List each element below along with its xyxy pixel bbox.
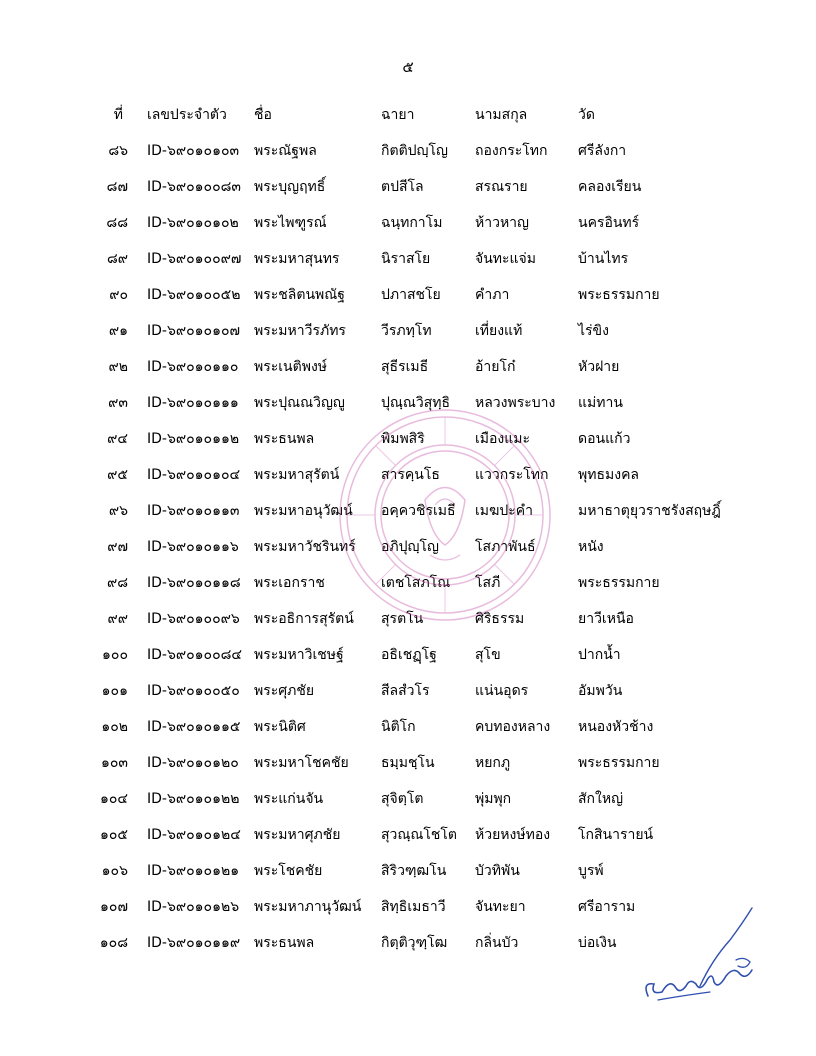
cell-dharma-name: กิตฺติวุฑฺโฒ <box>381 935 448 951</box>
header-no: ที่ <box>113 107 123 123</box>
page-number: ๕ <box>402 58 414 76</box>
cell-id: ID-๖๙๐๑๐๑๑๕ <box>147 719 241 735</box>
cell-dharma-name: ปุณฺณวิสุทฺธิ <box>381 395 451 411</box>
cell-no: ๙๙ <box>107 611 128 627</box>
cell-name: พระปุณณวิญญู <box>254 395 345 411</box>
cell-surname: เมืองแมะ <box>475 431 531 447</box>
cell-id: ID-๖๙๐๑๐๑๒๑ <box>147 863 240 879</box>
cell-name: พระมหาวีรภัทร <box>254 323 346 339</box>
cell-id: ID-๖๙๐๑๐๑๐๗ <box>147 323 241 339</box>
table-row <box>0 644 816 666</box>
cell-temple: ปากน้ำ <box>578 647 621 663</box>
cell-name: พระมหาสุรัตน์ <box>254 467 340 483</box>
cell-name: พระธนพล <box>254 935 315 951</box>
cell-dharma-name: อธิเชฏฺโฐ <box>381 647 437 663</box>
cell-surname: จันทะยา <box>475 899 526 915</box>
cell-surname: สุโข <box>475 647 501 663</box>
cell-temple: ศรีอาราม <box>578 899 636 915</box>
cell-temple: หัวฝาย <box>578 359 620 375</box>
cell-temple: สักใหญ่ <box>578 791 624 807</box>
cell-dharma-name: ตปสีโล <box>381 179 424 195</box>
cell-name: พระบุญฤทธิ์ <box>254 179 326 195</box>
table-row <box>0 608 816 630</box>
cell-temple: บูรพ์ <box>578 863 604 879</box>
cell-name: พระมหาโชคชัย <box>254 755 349 771</box>
cell-name: พระแก่นจัน <box>254 791 324 807</box>
cell-id: ID-๖๙๐๑๐๑๑๓ <box>147 503 240 519</box>
cell-no: ๙๘ <box>106 575 128 591</box>
cell-surname: หยกภู <box>475 755 511 771</box>
cell-no: ๙๖ <box>108 503 128 519</box>
table-row <box>0 212 816 234</box>
cell-temple: ไร่ขิง <box>578 323 609 339</box>
cell-surname: หลวงพระบาง <box>475 395 556 411</box>
cell-temple: ยาวีเหนือ <box>578 611 634 627</box>
cell-dharma-name: สุรตโน <box>381 611 424 627</box>
cell-id: ID-๖๙๐๑๐๑๑๐ <box>147 359 239 375</box>
table-row <box>0 428 816 450</box>
cell-surname: ถองกระโทก <box>475 143 548 159</box>
cell-surname: คบทองหลาง <box>475 719 551 735</box>
cell-name: พระมหาสุนทร <box>254 251 340 267</box>
cell-dharma-name: นิราสโย <box>381 251 431 267</box>
cell-id: ID-๖๙๐๑๐๑๒๐ <box>147 755 239 771</box>
cell-temple: โกสินารายน์ <box>578 827 654 843</box>
cell-no: ๙๔ <box>107 431 128 447</box>
cell-dharma-name: เตชโสภโณ <box>381 575 451 591</box>
cell-surname: สรณราย <box>475 179 528 195</box>
table-row <box>0 284 816 306</box>
header-surname: นามสกุล <box>475 107 528 123</box>
cell-no: ๑๐๐ <box>102 647 128 663</box>
cell-id: ID-๖๙๐๑๐๑๐๔ <box>147 467 241 483</box>
cell-temple: บ้านไทร <box>578 251 629 267</box>
cell-id: ID-๖๙๐๑๐๑๒๖ <box>147 899 240 915</box>
cell-no: ๑๐๘ <box>99 935 128 951</box>
table-row <box>0 536 816 558</box>
table-row <box>0 176 816 198</box>
cell-surname: อ้ายโก๋ <box>475 359 516 375</box>
header-temple: วัด <box>578 107 595 123</box>
cell-id: ID-๖๙๐๑๐๐๕๐ <box>147 683 240 699</box>
cell-no: ๙๗ <box>107 539 128 555</box>
cell-id: ID-๖๙๐๑๐๑๒๒ <box>147 791 240 807</box>
table-row <box>0 860 816 882</box>
cell-surname: เที่ยงแท้ <box>475 323 523 339</box>
cell-dharma-name: สุจิตฺโต <box>381 791 424 807</box>
cell-name: พระมหาภานุวัฒน์ <box>254 899 362 915</box>
cell-temple: คลองเรียน <box>578 179 642 195</box>
cell-dharma-name: สุวณฺณโชโต <box>381 827 458 843</box>
cell-surname: จันทะแจ่ม <box>475 251 536 267</box>
cell-surname: คำภา <box>475 287 510 303</box>
cell-temple: อัมพวัน <box>578 683 623 699</box>
table-row <box>0 572 816 594</box>
cell-name: พระอธิการสุรัตน์ <box>254 611 354 627</box>
cell-temple: พุทธมงคล <box>578 467 640 483</box>
cell-id: ID-๖๙๐๑๐๑๑๑ <box>147 395 239 411</box>
table-row <box>0 788 816 810</box>
cell-no: ๘๖ <box>108 143 128 159</box>
table-row <box>0 248 816 270</box>
cell-no: ๙๐ <box>109 287 128 303</box>
cell-name: พระโชคชัย <box>254 863 323 879</box>
cell-dharma-name: ธมฺมชฺโน <box>381 755 435 771</box>
cell-dharma-name: อภิปุญฺโญ <box>381 539 439 555</box>
cell-temple: บ่อเงิน <box>578 935 617 951</box>
cell-id: ID-๖๙๐๑๐๐๘๓ <box>147 179 241 195</box>
cell-temple: ศรีลังกา <box>578 143 627 159</box>
cell-dharma-name: สุธีรเมธี <box>381 359 429 375</box>
cell-name: พระเนติพงษ์ <box>254 359 328 375</box>
cell-name: พระณัฐพล <box>254 143 317 159</box>
cell-name: พระศุภชัย <box>254 683 315 699</box>
cell-surname: ห้าวหาญ <box>475 215 529 231</box>
cell-dharma-name: อคฺควชิรเมธี <box>381 503 456 519</box>
cell-temple: นครอินทร์ <box>578 215 640 231</box>
cell-no: ๙๑ <box>108 323 128 339</box>
cell-id: ID-๖๙๐๑๐๐๘๔ <box>147 647 243 663</box>
cell-no: ๘๗ <box>106 179 128 195</box>
cell-name: พระไพฑูรณ์ <box>254 215 327 231</box>
cell-surname: โสภี <box>475 575 501 591</box>
header-dharma-name: ฉายา <box>381 107 415 123</box>
cell-dharma-name: วีรภทฺโท <box>381 323 432 339</box>
cell-name: พระธนพล <box>254 431 315 447</box>
cell-temple: แม่ทาน <box>578 395 623 411</box>
cell-id: ID-๖๙๐๑๐๑๐๓ <box>147 143 240 159</box>
cell-dharma-name: พิมพสิริ <box>381 431 425 447</box>
cell-temple: หนัง <box>578 539 604 555</box>
cell-surname: เมฆปะคำ <box>475 503 534 519</box>
table-row <box>0 356 816 378</box>
cell-no: ๘๙ <box>106 251 128 267</box>
cell-surname: กลิ่นบัว <box>475 935 519 951</box>
cell-id: ID-๖๙๐๑๐๑๑๘ <box>147 575 241 591</box>
cell-id: ID-๖๙๐๑๐๐๙๗ <box>147 251 242 267</box>
cell-id: ID-๖๙๐๑๐๑๑๒ <box>147 431 240 447</box>
cell-temple: มหาธาตุยุวราชรังสฤษฎิ์ <box>578 503 721 519</box>
cell-surname: ศิริธรรม <box>475 611 525 627</box>
cell-surname: แน่นอุดร <box>475 683 529 699</box>
cell-name: พระมหาวิเชษฐ์ <box>254 647 344 663</box>
table-row <box>0 824 816 846</box>
cell-no: ๘๘ <box>106 215 128 231</box>
cell-no: ๑๐๓ <box>100 755 128 771</box>
cell-dharma-name: ฉนฺทกาโม <box>381 215 443 231</box>
cell-id: ID-๖๙๐๑๐๐๙๖ <box>147 611 240 627</box>
cell-dharma-name: สิทฺธิเมธาวี <box>381 899 446 915</box>
cell-name: พระมหาวัชรินทร์ <box>254 539 356 555</box>
cell-dharma-name: กิตติปญฺโญ <box>381 143 448 159</box>
table-row <box>0 500 816 522</box>
cell-no: ๑๐๕ <box>99 827 128 843</box>
table-header <box>0 104 816 126</box>
cell-no: ๑๐๖ <box>101 863 128 879</box>
cell-id: ID-๖๙๐๑๐๑๐๒ <box>147 215 239 231</box>
cell-temple: พระธรรมกาย <box>578 575 660 591</box>
cell-name: พระชลิตนพณัฐ <box>254 287 345 303</box>
cell-no: ๙๓ <box>108 395 128 411</box>
table-row <box>0 392 816 414</box>
header-name: ชื่อ <box>254 107 272 123</box>
cell-surname: โสภาพันธ์ <box>475 539 536 555</box>
cell-temple: หนองหัวช้าง <box>578 719 654 735</box>
cell-surname: แววกระโทก <box>475 467 549 483</box>
table-row <box>0 140 816 162</box>
cell-id: ID-๖๙๐๑๐๑๒๔ <box>147 827 241 843</box>
cell-no: ๙๒ <box>108 359 128 375</box>
table-row <box>0 752 816 774</box>
table-row <box>0 464 816 486</box>
cell-surname: บัวทิพัน <box>475 863 520 879</box>
table-row <box>0 320 816 342</box>
header-id: เลขประจำตัว <box>147 107 227 123</box>
cell-no: ๑๐๑ <box>101 683 128 699</box>
cell-no: ๙๕ <box>107 467 128 483</box>
cell-temple: พระธรรมกาย <box>578 287 660 303</box>
cell-name: พระมหาอนุวัฒน์ <box>254 503 353 519</box>
cell-surname: พุ่มพุก <box>475 791 512 807</box>
cell-name: พระเอกราช <box>254 575 325 591</box>
cell-dharma-name: สีลสํวโร <box>381 683 430 699</box>
cell-dharma-name: สารคฺนโธ <box>381 467 440 483</box>
cell-no: ๑๐๒ <box>101 719 128 735</box>
cell-id: ID-๖๙๐๑๐๑๑๙ <box>147 935 241 951</box>
table-row <box>0 680 816 702</box>
cell-temple: ดอนแก้ว <box>578 431 631 447</box>
cell-dharma-name: นิติโก <box>381 719 416 735</box>
table-row <box>0 716 816 738</box>
cell-dharma-name: ปภาสชโย <box>381 287 441 303</box>
cell-name: พระนิติศ <box>254 719 306 735</box>
cell-temple: พระธรรมกาย <box>578 755 660 771</box>
signature <box>640 900 770 1010</box>
cell-no: ๑๐๔ <box>99 791 128 807</box>
cell-name: พระมหาศุภชัย <box>254 827 341 843</box>
cell-id: ID-๖๙๐๑๐๑๑๖ <box>147 539 239 555</box>
cell-surname: ห้วยหงษ์ทอง <box>475 827 551 843</box>
cell-no: ๑๐๗ <box>100 899 128 915</box>
cell-dharma-name: สิริวฑฺฒโน <box>381 863 447 879</box>
cell-id: ID-๖๙๐๑๐๐๕๒ <box>147 287 241 303</box>
